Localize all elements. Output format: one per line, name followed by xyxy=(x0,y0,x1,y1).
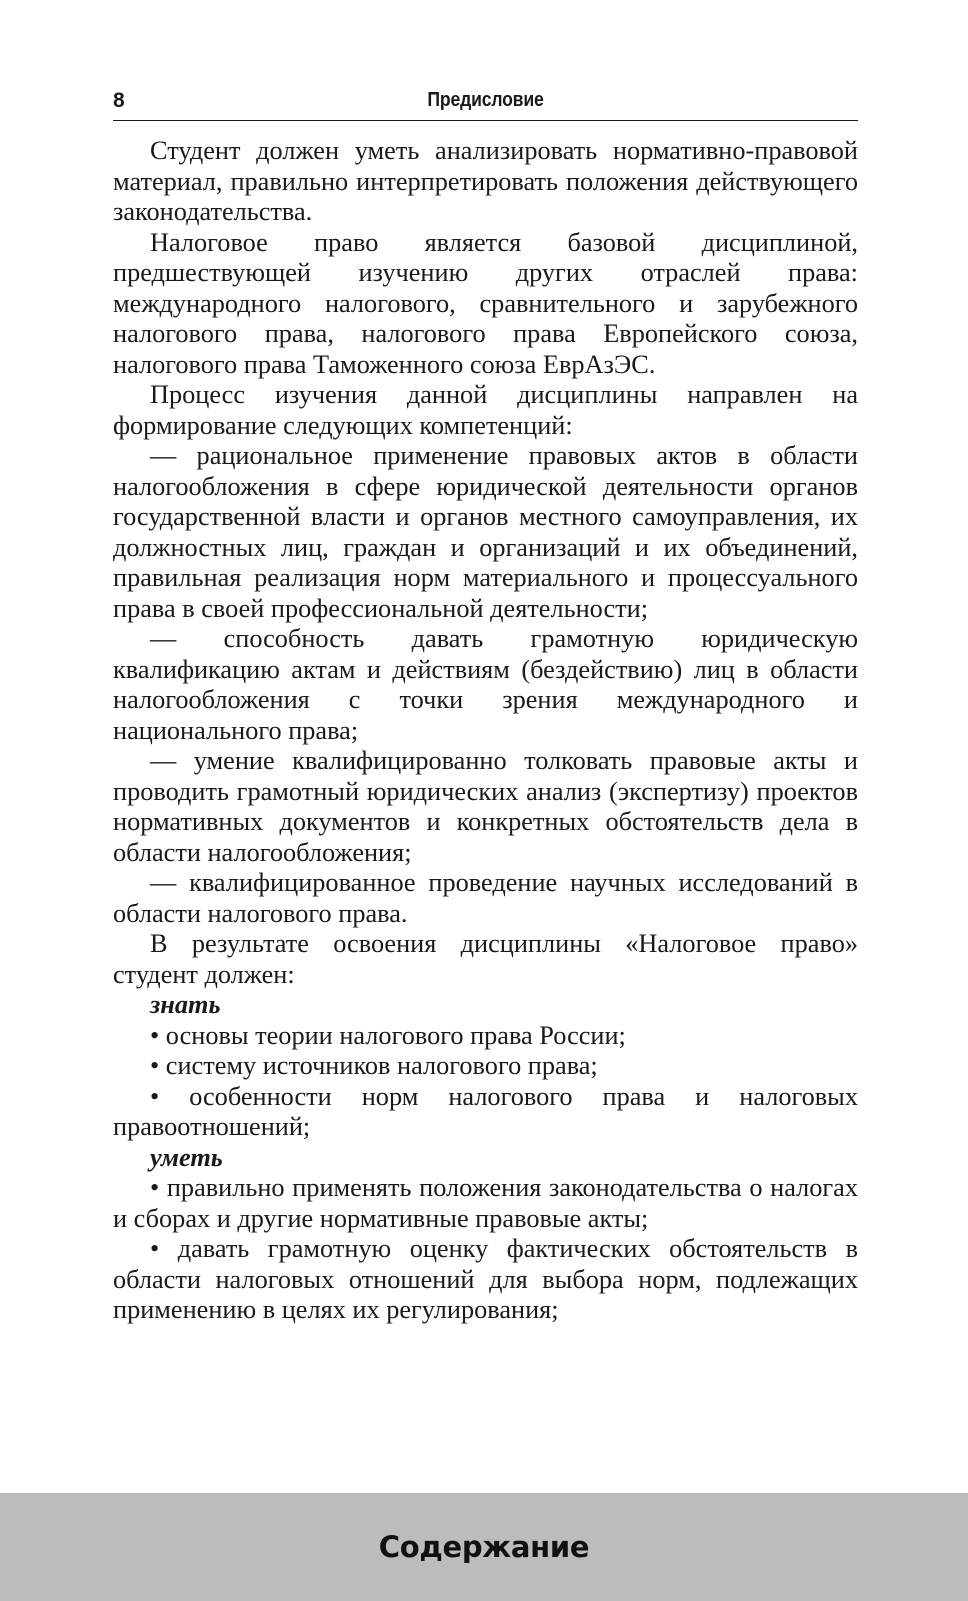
running-title: Предисловие xyxy=(427,89,544,111)
competence-item: — рациональное применение правовых актов в области налогообложения в сфере юридической деятельности органов государственной власти и органов местного самоуправления, их должностных лиц, граждан и организаций и их объединений, правильная реализация норм материального и процессуального права в своей профессиональной деятельности; xyxy=(113,441,858,623)
know-list-item: • особенности норм налогового права и налоговых правоотношений; xyxy=(113,1081,858,1141)
able-list-item: • давать грамотную оценку фактических обстоятельств в области налоговых отношений для выбора норм, подлежащих применению в целях их регулирования; xyxy=(113,1234,858,1324)
contents-bar[interactable] xyxy=(0,1493,968,1601)
page-number: 8 xyxy=(113,89,125,112)
able-list-item: • правильно применять положения законодательства о налогах и сборах и другие нормативные правовые акты; xyxy=(113,1173,858,1233)
able-heading: уметь xyxy=(150,1142,223,1172)
page-body xyxy=(113,136,858,1326)
page-header xyxy=(113,86,858,121)
competence-item: — квалифицированное проведение научных исследований в области налогового права. xyxy=(113,868,858,928)
know-heading: знать xyxy=(150,990,221,1019)
paragraph: В результате освоения дисциплины «Налоговое право» студент должен: xyxy=(113,929,858,989)
know-list-item: • систему источников налогового права; xyxy=(150,1051,598,1080)
competence-item: — способность давать грамотную юридическую квалификацию актам и действиям (бездействию) лиц в области налогообложения с точки зрения международного и национального права; xyxy=(113,624,858,745)
paragraph: Студент должен уметь анализировать нормативно-правовой материал, правильно интерпретировать положения действующего законодательства. xyxy=(113,136,858,226)
competence-item: — умение квалифицированно толковать правовые акты и проводить грамотный юридических анализ (экспертизу) проектов нормативных документов и конкретных обстоятельств дела в области налогообложения; xyxy=(113,746,858,867)
paragraph: Процесс изучения данной дисциплины направлен на формирование следующих компетенций: xyxy=(113,380,858,440)
know-list-item: • основы теории налогового права России; xyxy=(150,1020,626,1050)
paragraph: Налоговое право является базовой дисциплиной, предшествующей изучению других отраслей права: международного налогового, сравнительного и зарубежного налогового права, налогового права Европейского союза, налогового права Таможенного союза ЕврАзЭС. xyxy=(113,227,858,379)
contents-link[interactable]: Содержание xyxy=(378,1530,590,1564)
